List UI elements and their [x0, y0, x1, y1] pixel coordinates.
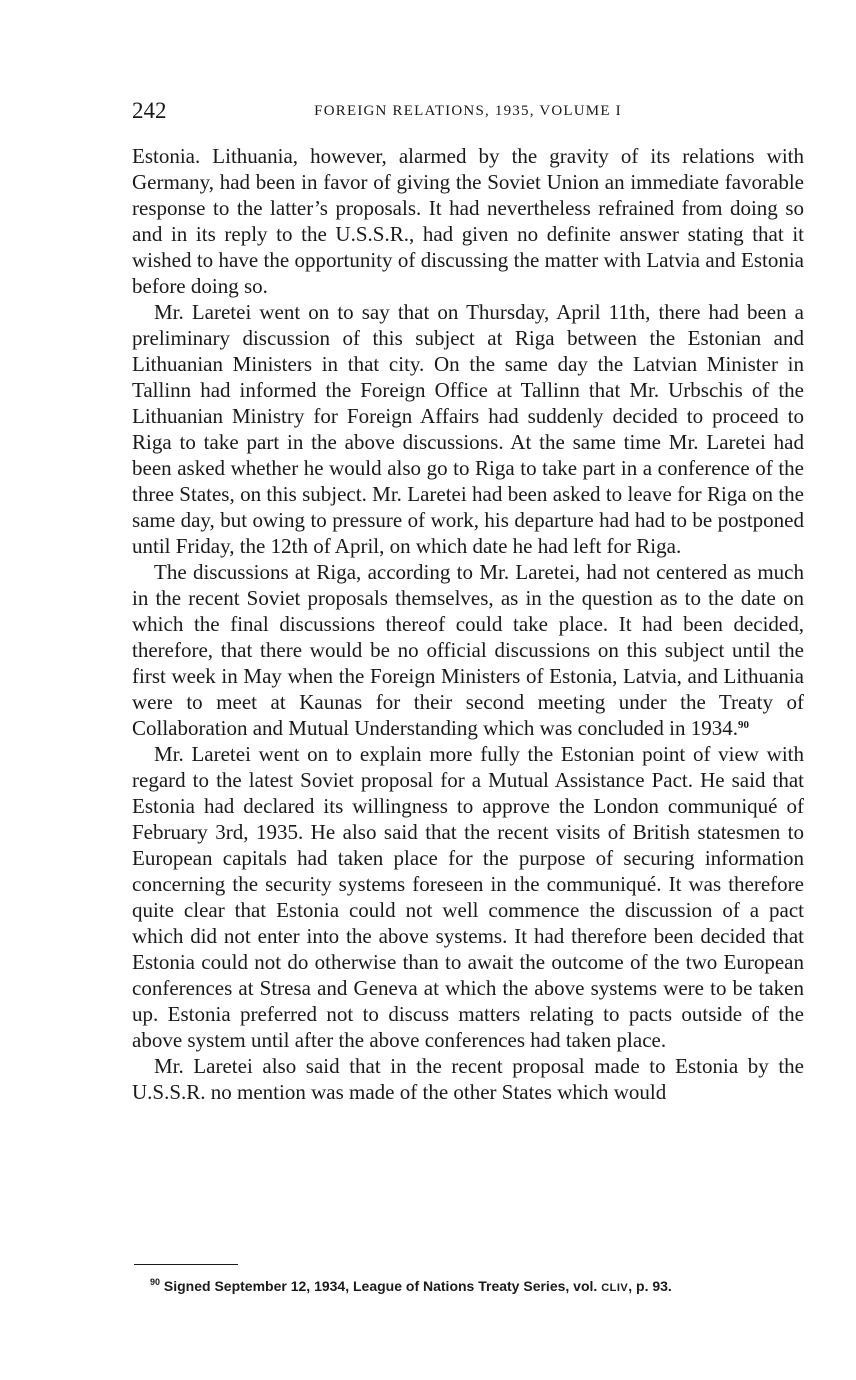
footnote-divider [134, 1264, 238, 1265]
paragraph [132, 299, 804, 559]
paragraph [132, 559, 804, 741]
footnote-text-before: Signed September 12, 1934, League of Nations Treaty Series, vol. [163, 1278, 602, 1294]
body-text [132, 143, 804, 1105]
page-header [132, 96, 804, 126]
running-head: FOREIGN RELATIONS, 1935, VOLUME I [314, 103, 622, 119]
footnote-marker: 90 [150, 1277, 161, 1287]
paragraph [132, 143, 804, 299]
paragraph-text: The discussions at Riga, according to Mr. Laretei, had not centered as much in the recent Soviet proposals themselves, as in the question as to the date on which the final discussions thereof could take place. It had been decided, therefore, that there would be no official discussions on this subject until the first week in May when the Foreign Ministers of Estonia, Latvia, and Lithuania were to meet at Kaunas for their second meeting under the Treaty of Collaboration and Mutual Understanding which was concluded in 1934. [132, 560, 804, 740]
paragraph [132, 741, 804, 1053]
footnote-reference[interactable]: 90 [737, 719, 749, 731]
paragraph-text: Estonia. Lithuania, however, alarmed by the gravity of its relations with Germany, had been in favor of giving the Soviet Union an immediate favorable response to the latter’s proposals. It had nevertheless refrained from doing so and in its reply to the U.S.S.R., had given no definite answer stating that it wished to have the opportunity of discussing the matter with Latvia and Estonia before doing so. [132, 144, 804, 298]
paragraph [132, 1053, 804, 1105]
footnote-text-after: , p. 93. [628, 1278, 672, 1294]
paragraph-text: Mr. Laretei went on to say that on Thursday, April 11th, there had been a preliminary discussion of this subject at Riga between the Estonian and Lithuanian Ministers in that city. On the same day the Latvian Minister in Tallinn had informed the Foreign Office at Tallinn that Mr. Urbschis of the Lithuanian Ministry for Foreign Affairs had suddenly decided to proceed to Riga to take part in the above discussions. At the same time Mr. Laretei had been asked whether he would also go to Riga to take part in a conference of the three States, on this subject. Mr. Laretei had been asked to leave for Riga on the same day, but owing to pressure of work, his departure had had to be postponed until Friday, the 12th of April, on which date he had left for Riga. [132, 300, 804, 558]
paragraph-text: Mr. Laretei also said that in the recent proposal made to Estonia by the U.S.S.R. no mention was made of the other States which would [132, 1054, 804, 1104]
footnote-volume: CLIV [601, 1282, 629, 1294]
page-number: 242 [132, 98, 167, 123]
footnote [150, 1276, 810, 1298]
paragraph-text: Mr. Laretei went on to explain more fully the Estonian point of view with regard to the latest Soviet proposal for a Mutual Assistance Pact. He said that Estonia had declared its willingness to approve the London communiqué of February 3rd, 1935. He also said that the recent visits of British statesmen to European capitals had taken place for the purpose of securing information concerning the security systems foreseen in the communiqué. It was therefore quite clear that Estonia could not well commence the discussion of a pact which did not enter into the above systems. It had therefore been decided that Estonia could not do otherwise than to await the outcome of the two European conferences at Stresa and Geneva at which the above systems were to be taken up. Estonia preferred not to discuss matters relating to pacts outside of the above system until after the above conferences had taken place. [132, 742, 804, 1052]
